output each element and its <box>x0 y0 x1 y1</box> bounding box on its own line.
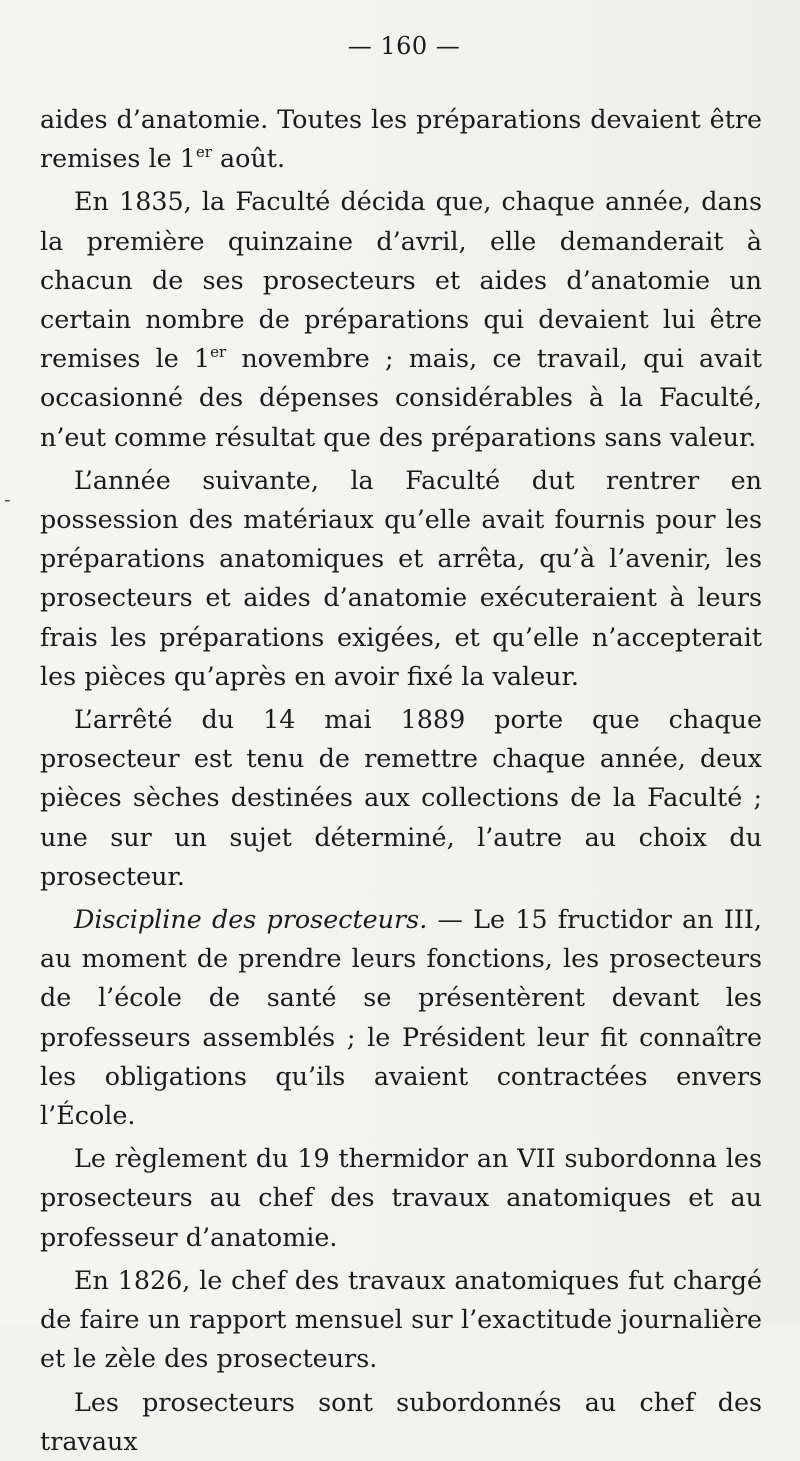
paragraph-8: Les prosecteurs sont subordonnés au chef des travaux <box>40 1386 762 1456</box>
paragraph-2 <box>40 182 762 456</box>
body-text <box>40 100 762 1461</box>
paragraph-3: L’année suivante, la Faculté dut rentrer en possession des matériaux qu’elle avait fournis pour les préparations anatomiques et arrêta, qu’à l’avenir, les prosecteurs et aides d’anatomie exécuteraient à leurs frais les préparations exigées, et qu’elle n’accepterait les pièces qu’après en avoir fixé la valeur. <box>40 464 762 691</box>
section-heading-discipline: Discipline des prosecteurs. <box>74 904 428 935</box>
paragraph-6: Le règlement du 19 thermidor an VII subordonna les prosecteurs au chef des travaux anatomiques et au professeur d’anatomie. <box>40 1143 762 1252</box>
page-number: — 160 — <box>347 32 461 60</box>
paragraph-2-end: novembre ; mais, ce travail, qui avait occasionné des dépenses considérables à la Faculté, n’eut comme résultat que des préparations sans valeur. <box>40 343 763 452</box>
paragraph-5-text: — Le 15 fructidor an III, au moment de prendre leurs fonctions, les prosecteurs de l’école de santé se présentèrent devant les professeurs assemblés ; le Président leur fit connaître les obligations qu’ils avaient contractées envers l’École. <box>40 904 762 1131</box>
superscript-er: er <box>210 343 227 362</box>
paragraph-4: L’arrêté du 14 mai 1889 porte que chaque prosecteur est tenu de remettre chaque année, deux pièces sèches destinées aux collections de la Faculté ; une sur un sujet déterminé, l’autre au choix du prosecteur. <box>40 704 762 891</box>
paragraph-1-text: aides d’anatomie. Toutes les préparations devaient être remises le 1 <box>40 104 762 174</box>
margin-mark: - <box>4 487 11 511</box>
paragraph-1-end: août. <box>211 143 286 174</box>
paragraph-5 <box>40 900 762 1135</box>
superscript-er: er <box>195 143 212 162</box>
paragraph-2-text: En 1835, la Faculté décida que, chaque année, dans la première quinzaine d’avril, elle demanderait à chacun de ses prosecteurs et aides d’anatomie un certain nombre de préparations qui devaient lui être remises le 1 <box>40 186 762 374</box>
paragraph-7: En 1826, le chef des travaux anatomiques fut chargé de faire un rapport mensuel sur l’exactitude journalière et le zèle des prosecteurs. <box>40 1264 762 1374</box>
paragraph-1 <box>40 100 762 178</box>
